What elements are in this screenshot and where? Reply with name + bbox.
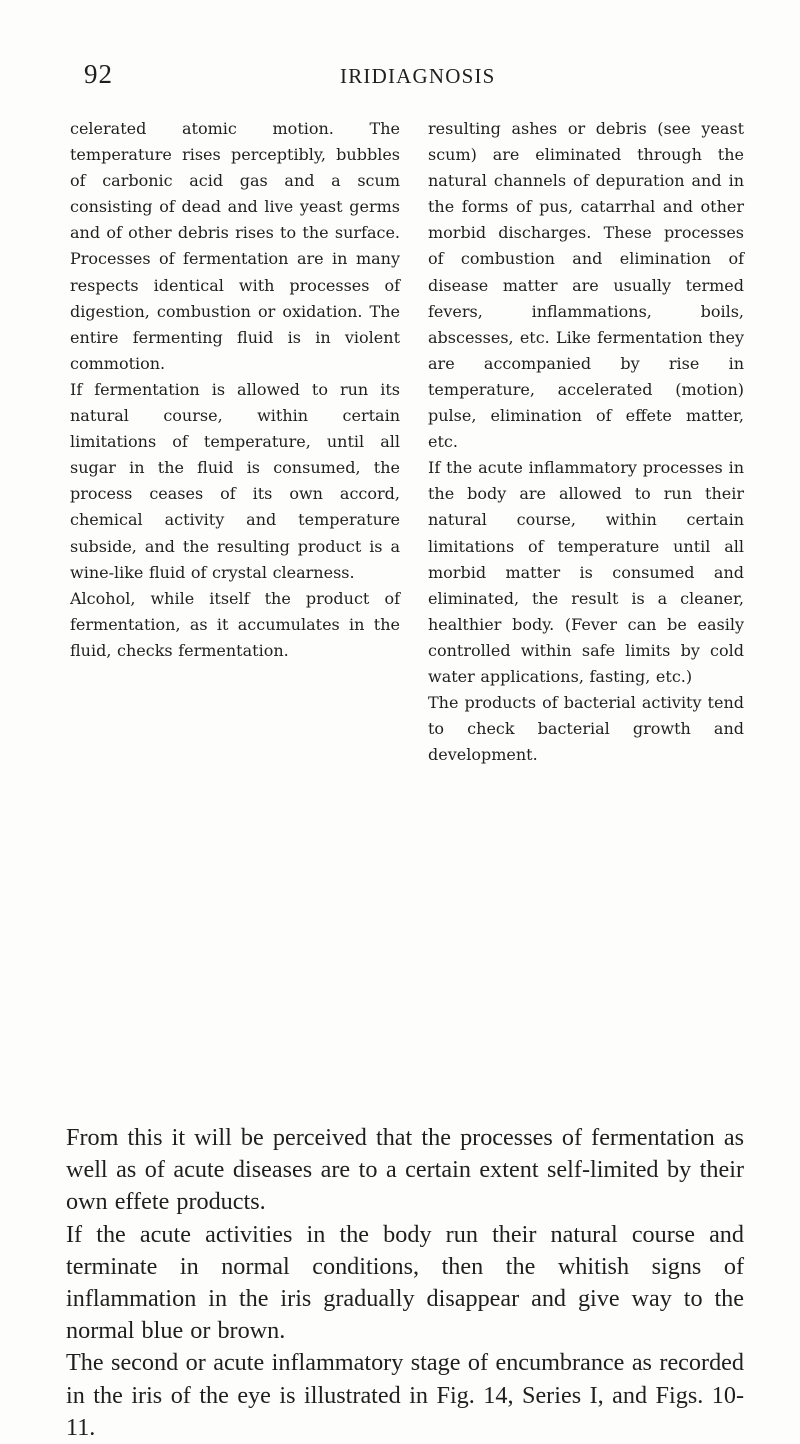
right-column bbox=[428, 116, 744, 768]
main-paragraph-2: If the acute activities in the body run their natural course and terminate in normal conditions, then the whitish signs of inflammation in the iris gradually disappear and give way to the normal blue or brown. bbox=[66, 1220, 744, 1345]
left-column bbox=[70, 116, 400, 664]
page-number: 92 bbox=[84, 59, 113, 89]
left-paragraph-3: Alcohol, while itself the product of fermentation, as it accumulates in the fluid, checks fermentation. bbox=[70, 588, 400, 660]
right-paragraph-1: resulting ashes or debris (see yeast scum) are eliminated through the natural channels of depuration and in the forms of pus, catarrhal and other morbid discharges. These processes of combustion and elimination of disease matter are usually termed fevers, inflammations, boils, abscesses, etc. Like fermentation they are accompanied by rise in temperature, accelerated (motion) pulse, elimination of effete matter, etc. bbox=[428, 119, 744, 452]
right-paragraph-3: The products of bacterial activity tend to check bacterial growth and development. bbox=[428, 693, 744, 765]
left-paragraph-1: celerated atomic motion. The temperature rises perceptibly, bubbles of carbonic acid gas and a scum consisting of dead and live yeast germs and of other debris rises to the surface. Processes of fermentation are in many respects identical with processes of digestion, combustion or oxidation. The entire fermenting fluid is in violent commotion. bbox=[70, 119, 400, 373]
main-paragraph-3: The second or acute inflammatory stage of encumbrance as recorded in the iris of the eye is illustrated in Fig. 14, Series I, and Figs. 10-11. bbox=[66, 1349, 744, 1441]
main-paragraph-1: From this it will be perceived that the processes of fermentation as well as of acute diseases are to a certain extent self-limited by their own effete products. bbox=[66, 1124, 744, 1216]
main-text bbox=[66, 1122, 744, 1444]
right-paragraph-2: If the acute inflammatory processes in the body are allowed to run their natural course, within certain limitations of temperature until all morbid matter is consumed and eliminated, the result is a cleaner, healthier body. (Fever can be easily controlled within safe limits by cold water applications, fasting, etc.) bbox=[428, 458, 744, 686]
left-paragraph-2: If fermentation is allowed to run its natural course, within certain limitations of temperature, until all sugar in the fluid is consumed, the process ceases of its own accord, chemical activity and temperature subside, and the resulting product is a wine-like fluid of crystal clearness. bbox=[70, 379, 400, 582]
running-title: IRIDIAGNOSIS bbox=[340, 64, 496, 88]
